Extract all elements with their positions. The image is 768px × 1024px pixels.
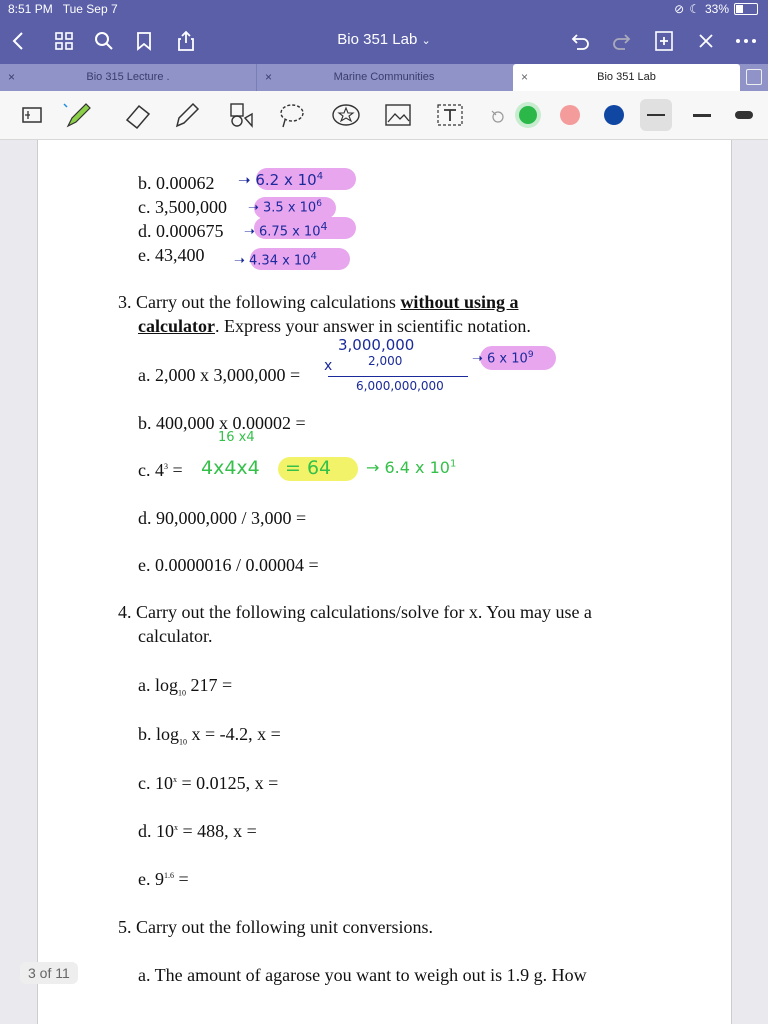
handwritten-answer: → 6.4 x $10^1$ <box>366 458 457 477</box>
q4-intro-2: calculator. <box>138 626 213 646</box>
eraser-tool[interactable] <box>122 99 154 131</box>
q4-b: b. $\log_{10} x = -4.2$, x = <box>138 724 281 747</box>
moon-icon: ☾ <box>689 2 700 16</box>
handwritten-work: = 64 <box>285 457 332 479</box>
undo-button[interactable] <box>566 27 594 55</box>
handwritten-answer: ➝ 6.2 x $10^4$ <box>238 171 324 189</box>
handwritten-work: 4x4x4 <box>201 457 260 479</box>
image-tool[interactable] <box>382 99 414 131</box>
q4-a: a. $\log_{10} 217$ = <box>138 675 233 698</box>
battery-percent: 33% <box>704 2 729 16</box>
link-icon: ⊘ <box>674 2 685 16</box>
handwritten-divider <box>328 376 468 377</box>
sticker-tool[interactable] <box>330 99 362 131</box>
highlighter-tool[interactable] <box>170 99 202 131</box>
pointer-tool[interactable] <box>480 99 512 131</box>
q2-b-label: b. 0.00062 <box>138 173 215 193</box>
q3-e: e. 0.0000016 / 0.00004 = <box>138 555 319 575</box>
lasso-tool[interactable] <box>276 99 308 131</box>
read-mode-button[interactable] <box>16 99 48 131</box>
redo-icon <box>611 31 633 51</box>
drawing-toolbar <box>0 91 768 140</box>
highlighter-icon <box>171 100 201 130</box>
status-bar <box>0 0 768 18</box>
color-pink[interactable] <box>554 99 586 131</box>
handwritten-work: 3,000,000 <box>338 336 415 354</box>
text-tool[interactable] <box>434 99 466 131</box>
q2-e-label: e. 43,400 <box>138 245 205 265</box>
close-icon[interactable]: × <box>521 70 529 84</box>
q4-c: c. $10^x = 0.0125$, x = <box>138 773 279 793</box>
more-icon <box>735 38 757 44</box>
tab-bio-351-lab[interactable]: × Bio 351 Lab <box>513 64 740 91</box>
shapes-icon <box>225 100 255 130</box>
close-icon[interactable]: × <box>8 70 16 84</box>
status-time: 8:51 PM Tue Sep 7 <box>8 2 118 16</box>
redo-button[interactable] <box>608 27 636 55</box>
close-icon[interactable]: × <box>265 70 273 84</box>
handwritten-work: x <box>324 358 333 374</box>
page-indicator[interactable]: 3 of 11 <box>20 962 78 984</box>
q4-d: d. $10^x = 488$, x = <box>138 821 257 841</box>
handwritten-answer: ➝ 6.75 x $10^4$ <box>244 220 328 240</box>
handwritten-answer: ➝ 3.5 x $10^6$ <box>248 199 322 216</box>
pen-close-icon <box>696 31 716 51</box>
q2-d-label: d. 0.000675 <box>138 221 224 241</box>
tab-overview-icon[interactable] <box>746 69 762 85</box>
top-toolbar <box>0 18 768 64</box>
laser-pointer-icon <box>486 105 506 125</box>
undo-icon <box>569 31 591 51</box>
q5-intro: 5. Carry out the following unit conversions. <box>118 917 433 937</box>
stroke-thick[interactable] <box>728 99 760 131</box>
status-right <box>674 2 758 16</box>
add-page-button[interactable] <box>650 27 678 55</box>
document-title[interactable]: Bio 351 Lab ⌄ <box>337 31 431 48</box>
stroke-medium[interactable] <box>686 99 718 131</box>
handwritten-answer: ➝ 4.34 x $10^4$ <box>234 251 317 269</box>
more-button[interactable] <box>732 27 760 55</box>
q3-d: d. 90,000,000 / 3,000 = <box>138 508 307 528</box>
color-blue[interactable] <box>598 99 630 131</box>
lasso-icon <box>277 100 307 130</box>
stroke-thin[interactable] <box>640 99 672 131</box>
handwritten-answer: ➝ 6 x $10^9$ <box>472 350 534 367</box>
shapes-tool[interactable] <box>224 99 256 131</box>
handwritten-work: 6,000,000,000 <box>356 379 444 393</box>
handwritten-note: 16 x4 <box>218 430 255 445</box>
tools-close-button[interactable] <box>692 27 720 55</box>
q3-intro: 3. Carry out the following calculations without using a <box>118 292 519 312</box>
q4-intro: 4. Carry out the following calculations/solve for x. You may use a <box>118 602 592 622</box>
q3-b: b. 400,000 x 0.00002 = <box>138 413 306 433</box>
pen-tool[interactable] <box>62 99 94 131</box>
document-page[interactable] <box>37 140 732 1024</box>
q3-c: c. $4^3$ = <box>138 460 183 480</box>
add-page-icon <box>654 30 674 52</box>
pen-icon <box>62 100 94 130</box>
q2-c-label: c. 3,500,000 <box>138 197 227 217</box>
tab-marine-communities[interactable]: × Marine Communities <box>265 70 435 84</box>
q3-intro-2: calculator. Express your answer in scientific notation. <box>138 316 531 336</box>
text-box-icon <box>435 102 465 128</box>
handwritten-work: 2,000 <box>368 354 403 368</box>
battery-icon <box>734 3 758 15</box>
q3-a: a. 2,000 x 3,000,000 = <box>138 365 301 385</box>
read-mode-icon <box>21 105 43 125</box>
star-sticker-icon <box>331 100 361 130</box>
q5-a: a. The amount of agarose you want to weigh out is 1.9 g. How <box>138 965 587 985</box>
q4-e: e. $9^{1.6}$ = <box>138 869 189 889</box>
image-icon <box>383 102 413 128</box>
color-green[interactable] <box>512 99 544 131</box>
eraser-icon <box>123 100 153 130</box>
tab-bar <box>0 64 768 91</box>
tab-bio-315-lecture[interactable]: × Bio 315 Lecture . <box>0 64 257 91</box>
